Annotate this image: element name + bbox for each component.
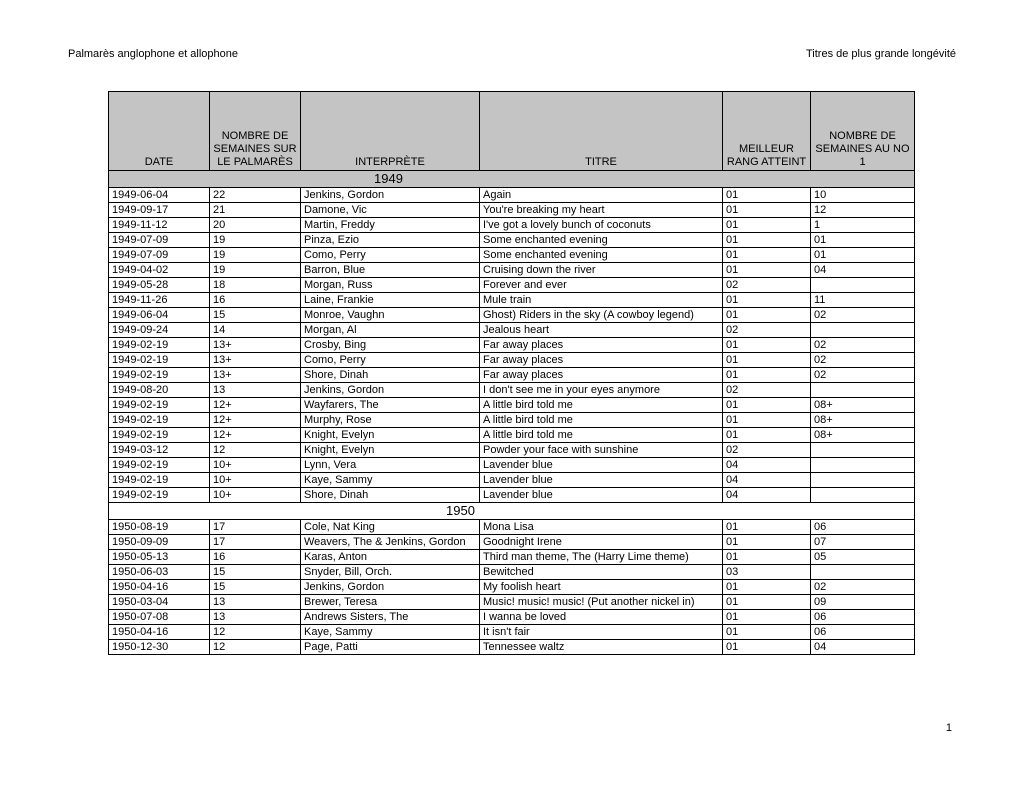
peak-rank-cell: 02 — [723, 323, 811, 338]
table-body — [109, 171, 915, 655]
table-row — [109, 443, 915, 458]
date-cell: 1949-04-02 — [109, 263, 210, 278]
title-cell: Jealous heart — [480, 323, 723, 338]
table-row — [109, 565, 915, 580]
interpreter-cell: Page, Patti — [301, 640, 480, 655]
weeks-on-chart-cell: 13 — [210, 383, 301, 398]
weeks-at-no1-cell — [811, 323, 915, 338]
table-row — [109, 218, 915, 233]
year-label: 1949 — [109, 171, 915, 188]
table-row — [109, 428, 915, 443]
interpreter-cell: Jenkins, Gordon — [301, 383, 480, 398]
column-header-4: MEILLEUR RANG ATTEINT — [723, 92, 811, 171]
title-cell: Far away places — [480, 338, 723, 353]
title-cell: Ghost) Riders in the sky (A cowboy legend) — [480, 308, 723, 323]
weeks-at-no1-cell: 02 — [811, 308, 915, 323]
peak-rank-cell: 01 — [723, 248, 811, 263]
title-cell: Some enchanted evening — [480, 248, 723, 263]
weeks-at-no1-cell: 02 — [811, 580, 915, 595]
date-cell: 1950-12-30 — [109, 640, 210, 655]
peak-rank-cell: 01 — [723, 203, 811, 218]
interpreter-cell: Jenkins, Gordon — [301, 580, 480, 595]
table-row — [109, 535, 915, 550]
table-row — [109, 278, 915, 293]
table-row — [109, 353, 915, 368]
title-cell: I've got a lovely bunch of coconuts — [480, 218, 723, 233]
peak-rank-cell: 01 — [723, 368, 811, 383]
interpreter-cell: Monroe, Vaughn — [301, 308, 480, 323]
column-header-2: INTERPRÈTE — [301, 92, 480, 171]
table-row — [109, 263, 915, 278]
year-row — [109, 171, 915, 188]
date-cell: 1949-02-19 — [109, 413, 210, 428]
peak-rank-cell: 02 — [723, 443, 811, 458]
weeks-on-chart-cell: 14 — [210, 323, 301, 338]
weeks-on-chart-cell: 16 — [210, 293, 301, 308]
table-row — [109, 580, 915, 595]
title-cell: It isn't fair — [480, 625, 723, 640]
weeks-on-chart-cell: 20 — [210, 218, 301, 233]
weeks-at-no1-cell: 01 — [811, 248, 915, 263]
peak-rank-cell: 01 — [723, 398, 811, 413]
title-cell: Powder your face with sunshine — [480, 443, 723, 458]
interpreter-cell: Morgan, Al — [301, 323, 480, 338]
table-row — [109, 293, 915, 308]
interpreter-cell: Wayfarers, The — [301, 398, 480, 413]
peak-rank-cell: 01 — [723, 580, 811, 595]
interpreter-cell: Kaye, Sammy — [301, 473, 480, 488]
interpreter-cell: Barron, Blue — [301, 263, 480, 278]
weeks-on-chart-cell: 19 — [210, 233, 301, 248]
weeks-at-no1-cell — [811, 383, 915, 398]
table-row — [109, 473, 915, 488]
weeks-on-chart-cell: 12+ — [210, 428, 301, 443]
weeks-on-chart-cell: 12+ — [210, 413, 301, 428]
title-cell: I wanna be loved — [480, 610, 723, 625]
interpreter-cell: Shore, Dinah — [301, 488, 480, 503]
weeks-at-no1-cell: 1 — [811, 218, 915, 233]
date-cell: 1950-08-19 — [109, 520, 210, 535]
weeks-at-no1-cell — [811, 443, 915, 458]
title-cell: Cruising down the river — [480, 263, 723, 278]
weeks-on-chart-cell: 13+ — [210, 338, 301, 353]
table-row — [109, 398, 915, 413]
peak-rank-cell: 01 — [723, 293, 811, 308]
column-header-0: DATE — [109, 92, 210, 171]
title-cell: Bewitched — [480, 565, 723, 580]
peak-rank-cell: 01 — [723, 610, 811, 625]
weeks-at-no1-cell — [811, 278, 915, 293]
weeks-on-chart-cell: 10+ — [210, 488, 301, 503]
year-label: 1950 — [109, 503, 915, 520]
title-cell: Far away places — [480, 368, 723, 383]
title-cell: Third man theme, The (Harry Lime theme) — [480, 550, 723, 565]
date-cell: 1950-06-03 — [109, 565, 210, 580]
date-cell: 1949-02-19 — [109, 458, 210, 473]
year-row — [109, 503, 915, 520]
weeks-on-chart-cell: 15 — [210, 565, 301, 580]
date-cell: 1949-02-19 — [109, 398, 210, 413]
weeks-at-no1-cell: 10 — [811, 188, 915, 203]
document-header-right: Titres de plus grande longévité — [805, 48, 956, 60]
interpreter-cell: Laine, Frankie — [301, 293, 480, 308]
weeks-on-chart-cell: 22 — [210, 188, 301, 203]
table-row — [109, 595, 915, 610]
weeks-on-chart-cell: 13+ — [210, 368, 301, 383]
date-cell: 1949-08-20 — [109, 383, 210, 398]
interpreter-cell: Knight, Evelyn — [301, 443, 480, 458]
weeks-on-chart-cell: 12 — [210, 443, 301, 458]
date-cell: 1949-09-24 — [109, 323, 210, 338]
peak-rank-cell: 01 — [723, 625, 811, 640]
date-cell: 1949-07-09 — [109, 233, 210, 248]
title-cell: Tennessee waltz — [480, 640, 723, 655]
column-header-5: NOMBRE DE SEMAINES AU NO 1 — [811, 92, 915, 171]
date-cell: 1949-07-09 — [109, 248, 210, 263]
date-cell: 1949-02-19 — [109, 473, 210, 488]
weeks-at-no1-cell: 11 — [811, 293, 915, 308]
date-cell: 1950-04-16 — [109, 580, 210, 595]
title-cell: Far away places — [480, 353, 723, 368]
interpreter-cell: Pinza, Ezio — [301, 233, 480, 248]
date-cell: 1950-05-13 — [109, 550, 210, 565]
weeks-on-chart-cell: 12+ — [210, 398, 301, 413]
table-row — [109, 368, 915, 383]
weeks-at-no1-cell: 09 — [811, 595, 915, 610]
weeks-at-no1-cell — [811, 473, 915, 488]
title-cell: Lavender blue — [480, 488, 723, 503]
interpreter-cell: Cole, Nat King — [301, 520, 480, 535]
document-header-left: Palmarès anglophone et allophone — [68, 48, 239, 60]
title-cell: Again — [480, 188, 723, 203]
column-header-3: TITRE — [480, 92, 723, 171]
title-cell: Music! music! music! (Put another nickel in) — [480, 595, 723, 610]
weeks-on-chart-cell: 19 — [210, 263, 301, 278]
table-row — [109, 413, 915, 428]
column-header-1: NOMBRE DE SEMAINES SUR LE PALMARÈS — [210, 92, 301, 171]
title-cell: A little bird told me — [480, 428, 723, 443]
weeks-at-no1-cell: 04 — [811, 263, 915, 278]
weeks-at-no1-cell — [811, 458, 915, 473]
title-cell: Mule train — [480, 293, 723, 308]
weeks-on-chart-cell: 12 — [210, 625, 301, 640]
peak-rank-cell: 04 — [723, 473, 811, 488]
weeks-at-no1-cell: 07 — [811, 535, 915, 550]
weeks-at-no1-cell: 06 — [811, 625, 915, 640]
peak-rank-cell: 01 — [723, 640, 811, 655]
table-row — [109, 640, 915, 655]
table-row — [109, 550, 915, 565]
peak-rank-cell: 01 — [723, 550, 811, 565]
date-cell: 1949-11-12 — [109, 218, 210, 233]
date-cell: 1949-09-17 — [109, 203, 210, 218]
weeks-at-no1-cell: 06 — [811, 610, 915, 625]
peak-rank-cell: 01 — [723, 520, 811, 535]
date-cell: 1949-06-04 — [109, 308, 210, 323]
date-cell: 1949-05-28 — [109, 278, 210, 293]
peak-rank-cell: 03 — [723, 565, 811, 580]
interpreter-cell: Lynn, Vera — [301, 458, 480, 473]
date-cell: 1949-02-19 — [109, 488, 210, 503]
date-cell: 1949-11-26 — [109, 293, 210, 308]
peak-rank-cell: 02 — [723, 383, 811, 398]
interpreter-cell: Morgan, Russ — [301, 278, 480, 293]
weeks-on-chart-cell: 10+ — [210, 473, 301, 488]
interpreter-cell: Weavers, The & Jenkins, Gordon — [301, 535, 480, 550]
weeks-at-no1-cell: 02 — [811, 338, 915, 353]
weeks-on-chart-cell: 12 — [210, 640, 301, 655]
peak-rank-cell: 01 — [723, 595, 811, 610]
table-row — [109, 458, 915, 473]
weeks-at-no1-cell: 08+ — [811, 428, 915, 443]
table-row — [109, 383, 915, 398]
title-cell: Lavender blue — [480, 473, 723, 488]
interpreter-cell: Knight, Evelyn — [301, 428, 480, 443]
weeks-at-no1-cell: 01 — [811, 233, 915, 248]
weeks-on-chart-cell: 13 — [210, 595, 301, 610]
weeks-on-chart-cell: 16 — [210, 550, 301, 565]
interpreter-cell: Karas, Anton — [301, 550, 480, 565]
date-cell: 1949-06-04 — [109, 188, 210, 203]
date-cell: 1949-03-12 — [109, 443, 210, 458]
date-cell: 1949-02-19 — [109, 368, 210, 383]
interpreter-cell: Como, Perry — [301, 248, 480, 263]
peak-rank-cell: 04 — [723, 458, 811, 473]
weeks-at-no1-cell — [811, 565, 915, 580]
peak-rank-cell: 04 — [723, 488, 811, 503]
title-cell: Forever and ever — [480, 278, 723, 293]
weeks-on-chart-cell: 13 — [210, 610, 301, 625]
peak-rank-cell: 02 — [723, 278, 811, 293]
table-row — [109, 488, 915, 503]
peak-rank-cell: 01 — [723, 413, 811, 428]
interpreter-cell: Andrews Sisters, The — [301, 610, 480, 625]
weeks-on-chart-cell: 13+ — [210, 353, 301, 368]
table-row — [109, 188, 915, 203]
weeks-at-no1-cell: 05 — [811, 550, 915, 565]
interpreter-cell: Como, Perry — [301, 353, 480, 368]
interpreter-cell: Brewer, Teresa — [301, 595, 480, 610]
weeks-at-no1-cell: 06 — [811, 520, 915, 535]
table-header-row — [109, 92, 915, 171]
page-number: 1 — [945, 722, 952, 734]
date-cell: 1950-07-08 — [109, 610, 210, 625]
weeks-at-no1-cell: 08+ — [811, 398, 915, 413]
date-cell: 1950-09-09 — [109, 535, 210, 550]
weeks-at-no1-cell: 08+ — [811, 413, 915, 428]
peak-rank-cell: 01 — [723, 188, 811, 203]
date-cell: 1950-03-04 — [109, 595, 210, 610]
title-cell: I don't see me in your eyes anymore — [480, 383, 723, 398]
table-row — [109, 610, 915, 625]
interpreter-cell: Crosby, Bing — [301, 338, 480, 353]
title-cell: Lavender blue — [480, 458, 723, 473]
table-row — [109, 338, 915, 353]
peak-rank-cell: 01 — [723, 353, 811, 368]
interpreter-cell: Murphy, Rose — [301, 413, 480, 428]
date-cell: 1950-04-16 — [109, 625, 210, 640]
weeks-on-chart-cell: 17 — [210, 520, 301, 535]
interpreter-cell: Kaye, Sammy — [301, 625, 480, 640]
table-row — [109, 323, 915, 338]
weeks-on-chart-cell: 21 — [210, 203, 301, 218]
peak-rank-cell: 01 — [723, 233, 811, 248]
weeks-at-no1-cell: 04 — [811, 640, 915, 655]
date-cell: 1949-02-19 — [109, 353, 210, 368]
table-row — [109, 625, 915, 640]
title-cell: Some enchanted evening — [480, 233, 723, 248]
title-cell: You're breaking my heart — [480, 203, 723, 218]
weeks-on-chart-cell: 15 — [210, 580, 301, 595]
weeks-at-no1-cell: 02 — [811, 353, 915, 368]
title-cell: My foolish heart — [480, 580, 723, 595]
date-cell: 1949-02-19 — [109, 428, 210, 443]
peak-rank-cell: 01 — [723, 535, 811, 550]
peak-rank-cell: 01 — [723, 428, 811, 443]
weeks-on-chart-cell: 17 — [210, 535, 301, 550]
interpreter-cell: Jenkins, Gordon — [301, 188, 480, 203]
table-row — [109, 203, 915, 218]
peak-rank-cell: 01 — [723, 218, 811, 233]
weeks-on-chart-cell: 15 — [210, 308, 301, 323]
peak-rank-cell: 01 — [723, 338, 811, 353]
table-row — [109, 233, 915, 248]
title-cell: Goodnight Irene — [480, 535, 723, 550]
longevity-table — [108, 91, 915, 655]
title-cell: A little bird told me — [480, 398, 723, 413]
interpreter-cell: Martin, Freddy — [301, 218, 480, 233]
table-row — [109, 248, 915, 263]
title-cell: A little bird told me — [480, 413, 723, 428]
title-cell: Mona Lisa — [480, 520, 723, 535]
interpreter-cell: Damone, Vic — [301, 203, 480, 218]
weeks-on-chart-cell: 19 — [210, 248, 301, 263]
weeks-on-chart-cell: 18 — [210, 278, 301, 293]
table-row — [109, 520, 915, 535]
peak-rank-cell: 01 — [723, 308, 811, 323]
date-cell: 1949-02-19 — [109, 338, 210, 353]
weeks-on-chart-cell: 10+ — [210, 458, 301, 473]
peak-rank-cell: 01 — [723, 263, 811, 278]
interpreter-cell: Snyder, Bill, Orch. — [301, 565, 480, 580]
weeks-at-no1-cell: 02 — [811, 368, 915, 383]
weeks-at-no1-cell: 12 — [811, 203, 915, 218]
table-row — [109, 308, 915, 323]
interpreter-cell: Shore, Dinah — [301, 368, 480, 383]
weeks-at-no1-cell — [811, 488, 915, 503]
